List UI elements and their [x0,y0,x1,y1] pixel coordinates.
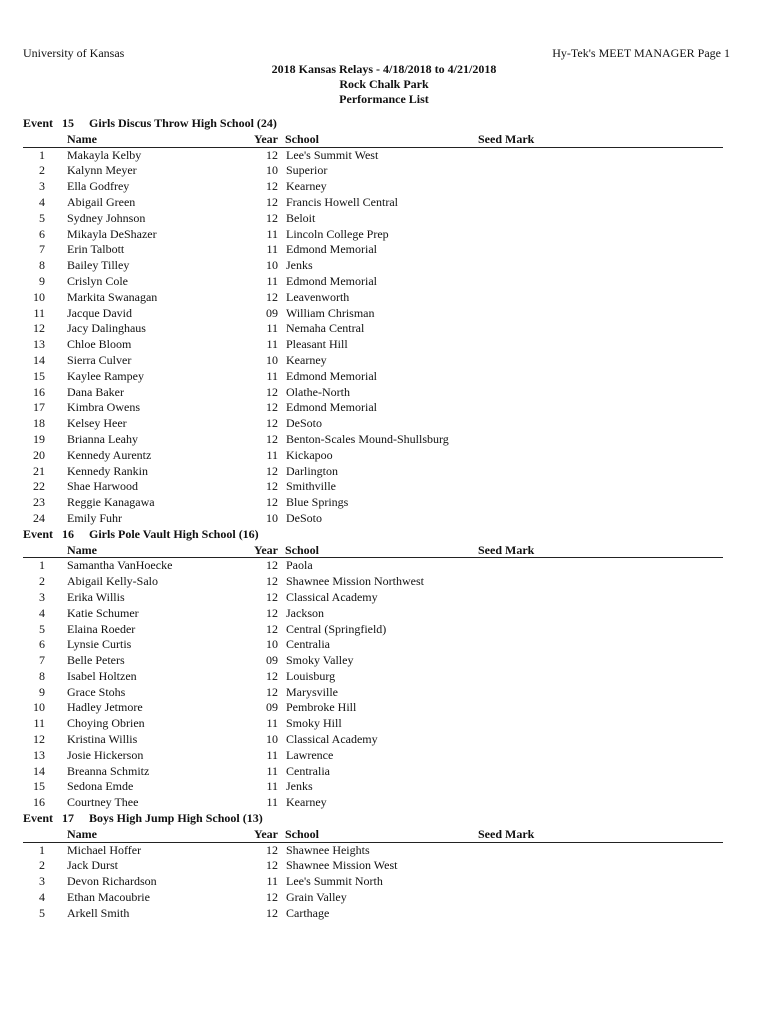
athlete-year: 09 [266,653,278,668]
athlete-name: Makayla Kelby [67,147,142,162]
athlete-name: Grace Stohs [67,684,126,699]
athlete-name: Lynsie Curtis [67,637,132,652]
event-name: Girls Discus Throw High School (24) [89,116,277,130]
report-title: Performance List [339,92,429,106]
athlete-place: 4 [39,605,45,620]
athlete-school: Olathe-North [286,384,350,399]
athlete-name: Abigail Green [67,194,136,209]
meet-title: 2018 Kansas Relays - 4/18/2018 to 4/21/2018 [271,62,497,76]
athlete-school: Smithville [286,479,337,494]
athlete-row [0,732,768,748]
athlete-year: 11 [266,716,278,731]
athlete-name: Erika Willis [67,589,125,604]
athlete-place: 14 [33,763,45,778]
athlete-row [0,637,768,653]
athlete-name: Devon Richardson [67,874,157,889]
column-year-header: Year [254,131,278,146]
organization-name: University of Kansas [23,46,125,60]
athlete-year: 11 [266,763,278,778]
software-page-label: Hy-Tek's MEET MANAGER Page 1 [552,46,730,60]
athlete-place: 11 [33,305,45,320]
athlete-place: 1 [39,558,45,573]
column-school-header: School [285,826,320,841]
athlete-name: Isabel Holtzen [67,668,137,683]
column-seed-header: Seed Mark [478,131,535,146]
column-seed-header: Seed Mark [478,542,535,557]
athlete-row [0,179,768,195]
athlete-row [0,890,768,906]
athlete-school: Smoky Valley [286,653,354,668]
athlete-school: Beloit [286,210,316,225]
athlete-row [0,321,768,337]
event-number: 16 [62,526,74,541]
athlete-school: Darlington [286,463,338,478]
athlete-school: Lee's Summit West [286,147,379,162]
athlete-name: Markita Swanagan [67,289,158,304]
athlete-year: 12 [266,495,278,510]
athlete-year: 10 [266,637,278,652]
athlete-name: Mikayla DeShazer [67,226,157,241]
athlete-row [0,669,768,685]
athlete-row [0,685,768,701]
column-name-header: Name [67,542,97,557]
athlete-year: 12 [266,858,278,873]
athlete-name: Jacy Dalinghaus [67,321,146,336]
athlete-row [0,258,768,274]
athlete-place: 19 [33,431,45,446]
athlete-place: 7 [39,653,45,668]
athlete-place: 2 [39,574,45,589]
athlete-place: 10 [33,700,45,715]
athlete-school: Paola [286,558,313,573]
athlete-name: Kristina Willis [67,732,138,747]
athlete-school: Shawnee Mission Northwest [286,574,424,589]
athlete-school: Carthage [286,905,330,920]
column-year-header: Year [254,826,278,841]
athlete-row [0,495,768,511]
athlete-school: Smoky Hill [286,716,342,731]
athlete-place: 5 [39,210,45,225]
athlete-name: Courtney Thee [67,795,139,810]
event-name: Girls Pole Vault High School (16) [89,526,259,541]
athlete-row [0,590,768,606]
athlete-school: William Chrisman [286,305,375,320]
athlete-row [0,448,768,464]
athlete-row [0,843,768,859]
column-name-header: Name [67,826,97,841]
athlete-year: 12 [266,684,278,699]
athlete-year: 12 [266,668,278,683]
athlete-row [0,622,768,638]
athlete-name: Kennedy Rankin [67,463,148,478]
athlete-place: 17 [33,400,45,415]
athlete-row [0,148,768,164]
athlete-name: Jack Durst [67,858,118,873]
athlete-school: Shawnee Mission West [286,858,398,873]
athlete-year: 11 [266,273,278,288]
column-school-header: School [285,542,320,557]
athlete-year: 11 [266,447,278,462]
athlete-row [0,748,768,764]
column-name-header: Name [67,131,97,146]
athlete-place: 3 [39,589,45,604]
athlete-place: 12 [33,732,45,747]
athlete-school: Lee's Summit North [286,874,383,889]
athlete-school: Shawnee Heights [286,842,370,857]
athlete-year: 10 [266,258,278,273]
athlete-row [0,242,768,258]
athlete-name: Crislyn Cole [67,273,129,288]
athlete-school: Centralia [286,637,330,652]
athlete-school: Pleasant Hill [286,337,348,352]
athlete-year: 10 [266,732,278,747]
athlete-school: Kearney [286,352,327,367]
athlete-row [0,369,768,385]
event-number: 15 [62,116,74,130]
athlete-row [0,163,768,179]
athlete-row [0,558,768,574]
athlete-year: 11 [266,226,278,241]
athlete-year: 12 [266,431,278,446]
athlete-school: Marysville [286,684,338,699]
athlete-name: Abigail Kelly-Salo [67,574,158,589]
athlete-place: 7 [39,242,45,257]
athlete-year: 12 [266,210,278,225]
athlete-row [0,353,768,369]
column-header [23,132,723,148]
athlete-row [0,464,768,480]
athlete-name: Ethan Macoubrie [67,890,150,905]
athlete-name: Michael Hoffer [67,842,142,857]
athlete-row [0,400,768,416]
athlete-year: 11 [266,779,278,794]
athlete-year: 12 [266,416,278,431]
athlete-place: 9 [39,684,45,699]
athlete-school: Francis Howell Central [286,194,398,209]
athlete-school: Kickapoo [286,447,333,462]
athlete-row [0,764,768,780]
athlete-school: Grain Valley [286,890,347,905]
event-section [0,116,768,527]
athlete-name: Bailey Tilley [67,258,130,273]
athlete-name: Hadley Jetmore [67,700,143,715]
athlete-name: Kalynn Meyer [67,163,137,178]
athlete-school: Lawrence [286,747,334,762]
athlete-year: 11 [266,874,278,889]
athlete-row [0,416,768,432]
athlete-name: Reggie Kanagawa [67,495,155,510]
athlete-place: 4 [39,194,45,209]
athlete-place: 9 [39,273,45,288]
athlete-school: Classical Academy [286,589,378,604]
athlete-school: Kearney [286,179,327,194]
athlete-year: 10 [266,510,278,525]
athlete-place: 5 [39,905,45,920]
venue-title: Rock Chalk Park [339,77,429,91]
athlete-school: Edmond Memorial [286,400,377,415]
athlete-year: 12 [266,574,278,589]
event-title [0,116,768,132]
athlete-place: 14 [33,352,45,367]
athlete-place: 12 [33,321,45,336]
athlete-school: Edmond Memorial [286,368,377,383]
athlete-name: Choying Obrien [67,716,145,731]
athlete-place: 2 [39,163,45,178]
athlete-school: Blue Springs [286,495,349,510]
athlete-place: 6 [39,226,45,241]
athlete-year: 12 [266,179,278,194]
athlete-row [0,227,768,243]
athlete-name: Chloe Bloom [67,337,132,352]
event-section [0,811,768,922]
athlete-name: Shae Harwood [67,479,138,494]
athlete-school: Benton-Scales Mound-Shullsburg [286,431,449,446]
event-label: Event [23,116,53,130]
athlete-row [0,274,768,290]
athlete-place: 1 [39,842,45,857]
athlete-name: Breanna Schmitz [67,763,150,778]
athlete-year: 11 [266,368,278,383]
events-list [0,116,768,922]
athlete-row [0,716,768,732]
athlete-name: Dana Baker [67,384,124,399]
athlete-place: 6 [39,637,45,652]
athlete-school: Centralia [286,763,330,778]
event-label: Event [23,526,53,541]
athlete-school: Jenks [286,779,313,794]
athlete-year: 11 [266,337,278,352]
athlete-school: Leavenworth [286,289,350,304]
athlete-place: 15 [33,779,45,794]
athlete-row [0,211,768,227]
athlete-row [0,874,768,890]
athlete-row [0,700,768,716]
athlete-school: Central (Springfield) [286,621,387,636]
column-seed-header: Seed Mark [478,826,535,841]
athlete-place: 13 [33,337,45,352]
athlete-year: 12 [266,842,278,857]
athlete-name: Jacque David [67,305,132,320]
athlete-school: Edmond Memorial [286,273,377,288]
event-title [0,527,768,543]
athlete-place: 5 [39,621,45,636]
athlete-place: 22 [33,479,45,494]
athlete-place: 16 [33,384,45,399]
athlete-school: Lincoln College Prep [286,226,389,241]
athlete-school: Edmond Memorial [286,242,377,257]
athlete-school: Classical Academy [286,732,378,747]
athlete-name: Ella Godfrey [67,179,130,194]
column-school-header: School [285,131,320,146]
athlete-name: Kimbra Owens [67,400,140,415]
athlete-name: Emily Fuhr [67,510,123,525]
athlete-school: DeSoto [286,510,322,525]
athlete-name: Sedona Emde [67,779,134,794]
event-label: Event [23,811,53,826]
athlete-year: 09 [266,305,278,320]
athlete-place: 13 [33,747,45,762]
athlete-row [0,385,768,401]
athlete-name: Kelsey Heer [67,416,127,431]
athlete-row [0,606,768,622]
athlete-place: 1 [39,147,45,162]
athlete-year: 12 [266,558,278,573]
athlete-place: 3 [39,874,45,889]
athlete-year: 10 [266,163,278,178]
athlete-place: 3 [39,179,45,194]
athlete-school: Louisburg [286,668,336,683]
athlete-year: 12 [266,463,278,478]
athlete-name: Kaylee Rampey [67,368,144,383]
athlete-place: 2 [39,858,45,873]
athlete-place: 11 [33,716,45,731]
athlete-name: Sierra Culver [67,352,132,367]
athlete-year: 12 [266,905,278,920]
athlete-school: Superior [286,163,328,178]
athlete-year: 12 [266,621,278,636]
athlete-row [0,906,768,922]
athlete-name: Samantha VanHoecke [67,558,173,573]
athlete-year: 12 [266,289,278,304]
athlete-year: 12 [266,384,278,399]
athlete-place: 4 [39,890,45,905]
athlete-place: 18 [33,416,45,431]
column-header [23,827,723,843]
athlete-row [0,795,768,811]
athlete-year: 10 [266,352,278,367]
athlete-year: 11 [266,321,278,336]
athlete-row [0,779,768,795]
athlete-year: 12 [266,147,278,162]
athlete-row [0,432,768,448]
column-year-header: Year [254,542,278,557]
event-name: Boys High Jump High School (13) [89,811,263,826]
athlete-school: Jenks [286,258,313,273]
athlete-year: 12 [266,479,278,494]
athlete-year: 12 [266,890,278,905]
athlete-year: 11 [266,242,278,257]
athlete-place: 20 [33,447,45,462]
athlete-name: Brianna Leahy [67,431,138,446]
athlete-name: Sydney Johnson [67,210,146,225]
athlete-place: 10 [33,289,45,304]
athlete-name: Arkell Smith [67,905,130,920]
athlete-place: 16 [33,795,45,810]
athlete-school: Jackson [286,605,324,620]
athlete-place: 8 [39,668,45,683]
athlete-place: 24 [33,510,45,525]
athlete-row [0,511,768,527]
athlete-row [0,858,768,874]
athlete-place: 15 [33,368,45,383]
athlete-name: Erin Talbott [67,242,125,257]
event-number: 17 [62,811,74,826]
event-section [0,527,768,811]
athlete-school: DeSoto [286,416,322,431]
event-title [0,811,768,827]
athlete-school: Nemaha Central [286,321,365,336]
athlete-year: 12 [266,605,278,620]
athlete-name: Elaina Roeder [67,621,136,636]
athlete-year: 11 [266,795,278,810]
athlete-row [0,574,768,590]
athlete-year: 11 [266,747,278,762]
athlete-school: Kearney [286,795,327,810]
athlete-place: 21 [33,463,45,478]
athlete-place: 23 [33,495,45,510]
athlete-row [0,290,768,306]
athlete-year: 12 [266,589,278,604]
column-header [23,543,723,559]
athlete-name: Katie Schumer [67,605,139,620]
athlete-row [0,306,768,322]
athlete-year: 09 [266,700,278,715]
athlete-name: Kennedy Aurentz [67,447,152,462]
athlete-name: Josie Hickerson [67,747,144,762]
athlete-row [0,195,768,211]
athlete-year: 12 [266,400,278,415]
athlete-row [0,337,768,353]
athlete-row [0,653,768,669]
athlete-school: Pembroke Hill [286,700,357,715]
athlete-row [0,479,768,495]
athlete-year: 12 [266,194,278,209]
athlete-name: Belle Peters [67,653,125,668]
athlete-place: 8 [39,258,45,273]
